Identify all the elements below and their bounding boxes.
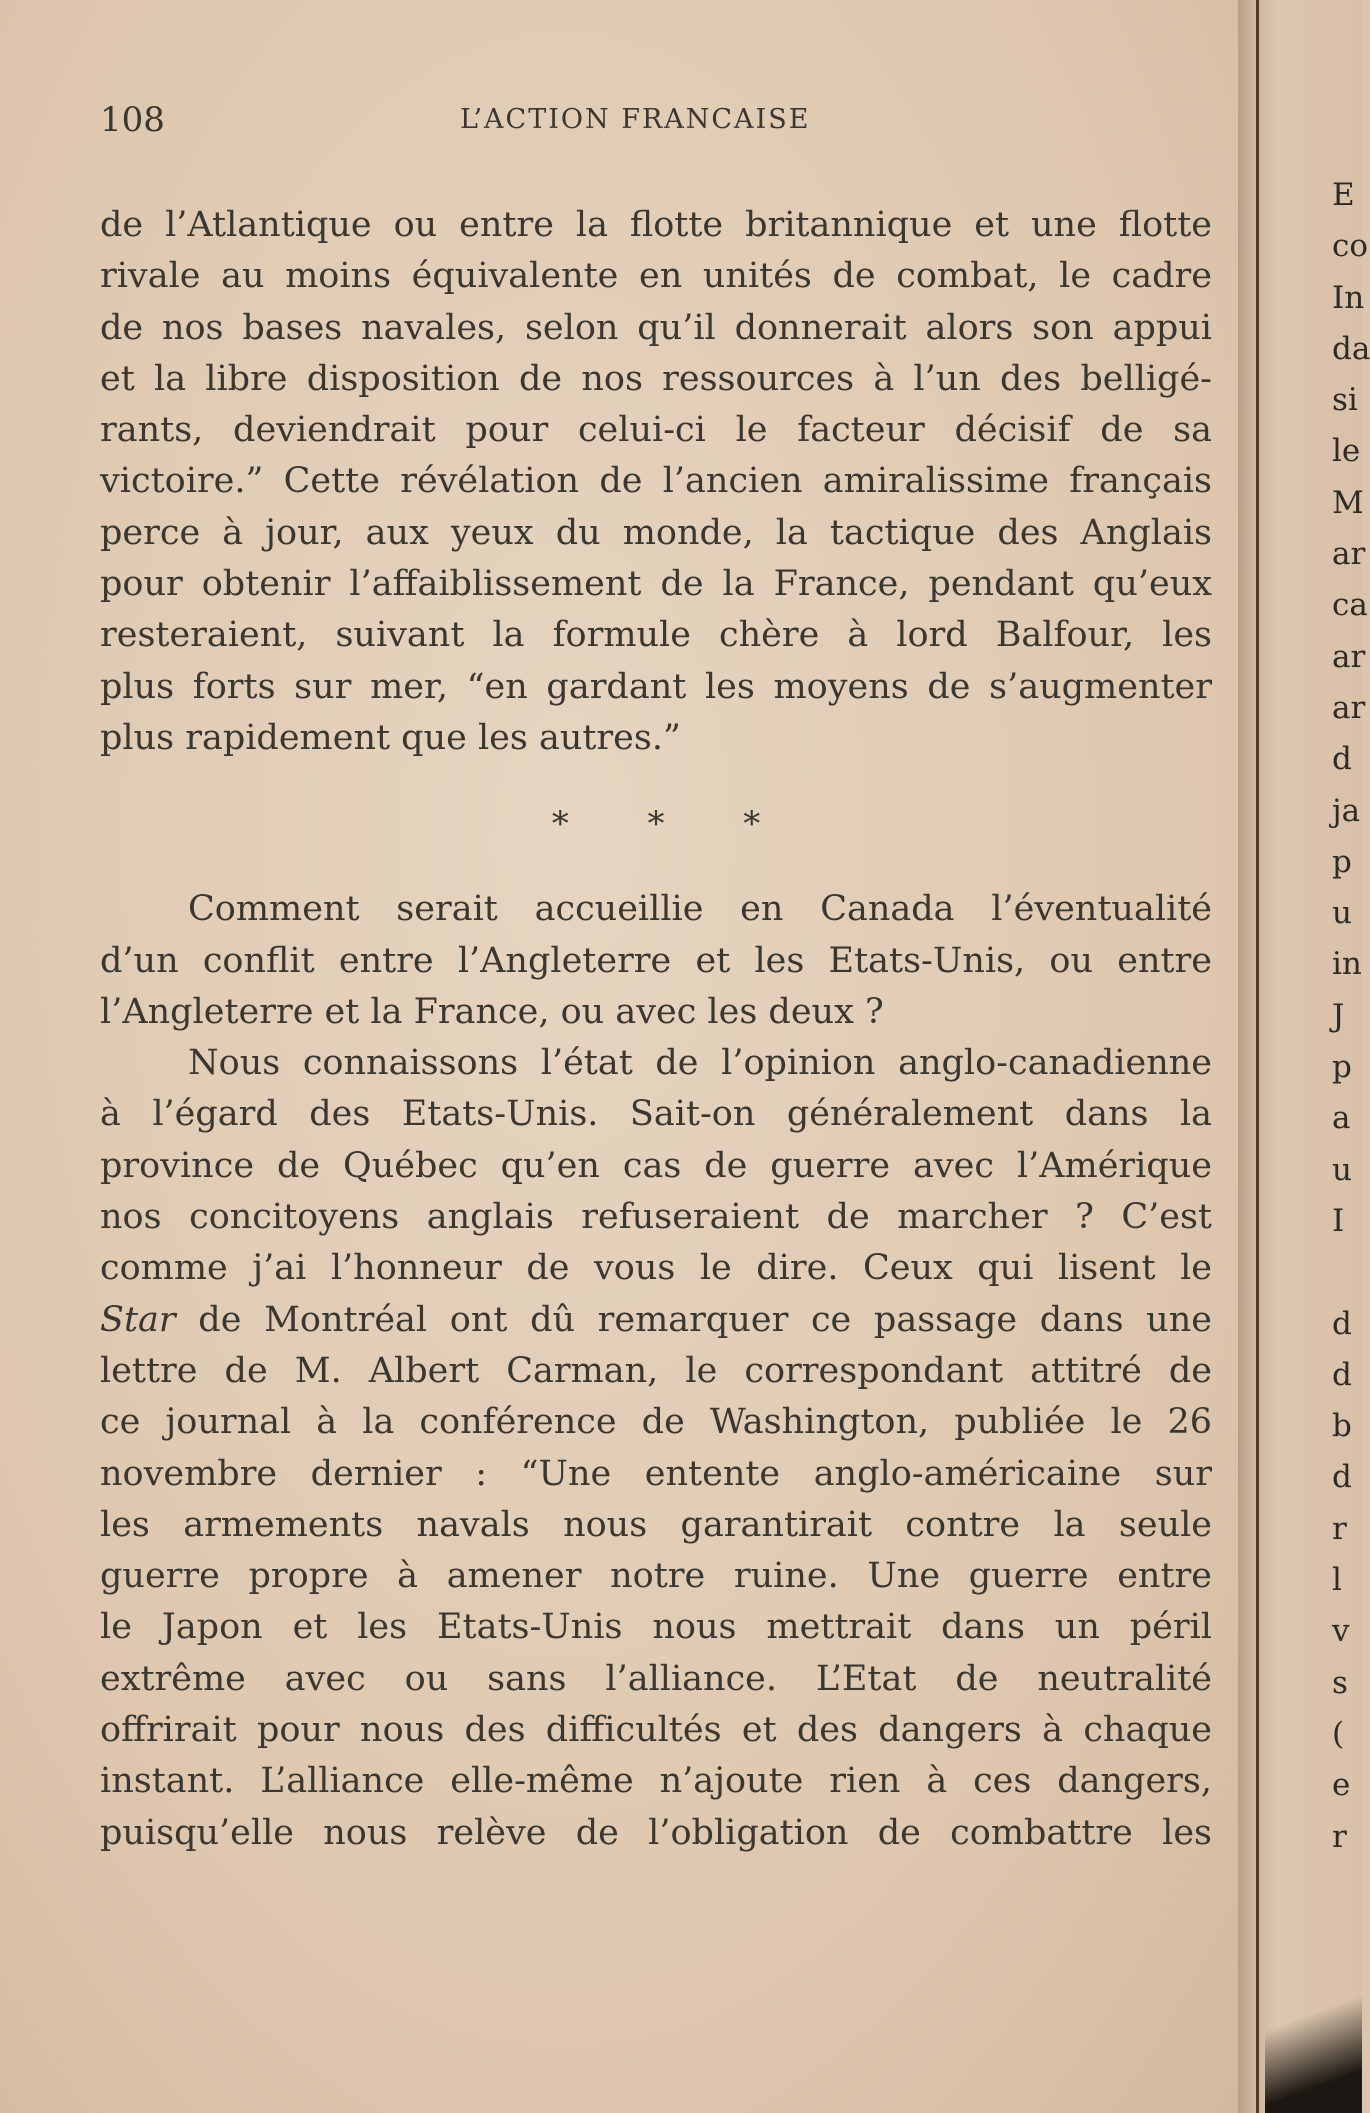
text-line: novembre dernier : “Une entente anglo-américaine sur xyxy=(100,1453,1212,1494)
text-line: Comment serait accueillie en Canada l’éventualité xyxy=(188,889,1212,930)
text-line: pour obtenir l’affaiblissement de la France, pendant qu’eux xyxy=(100,564,1212,605)
facing-page-fragment: ja xyxy=(1332,792,1361,829)
text-line: guerre propre à amener notre ruine. Une guerre entre xyxy=(100,1556,1212,1597)
text-line: d’un conflit entre l’Angleterre et les Etats-Unis, ou entre xyxy=(100,940,1212,981)
facing-page-fragment: p xyxy=(1332,1049,1352,1086)
text-line: ce journal à la conférence de Washington, publiée le 26 xyxy=(100,1402,1212,1443)
facing-page-fragment: si xyxy=(1332,382,1358,419)
paragraph-2 xyxy=(100,884,1212,1038)
facing-page-fragment: d xyxy=(1332,741,1352,778)
facing-page-fragment: co xyxy=(1332,228,1369,265)
text-line: de nos bases navales, selon qu’il donnerait alors son appui xyxy=(100,307,1212,348)
facing-page-fragment: da xyxy=(1332,330,1370,367)
facing-page-fragment: ca xyxy=(1332,587,1368,624)
facing-page-fragment: ( xyxy=(1332,1715,1345,1752)
facing-page-fragment: a xyxy=(1332,1100,1351,1137)
text-line: lettre de M. Albert Carman, le correspondant attitré de xyxy=(100,1350,1212,1391)
text-line: extrême avec ou sans l’alliance. L’Etat de neutralité xyxy=(100,1658,1212,1699)
text-line: rivale au moins équivalente en unités de combat, le cadre xyxy=(100,256,1212,297)
facing-page-fragment: d xyxy=(1332,1459,1352,1496)
facing-page-fragment: in xyxy=(1332,946,1362,983)
text-line: et la libre disposition de nos ressources à l’un des belligé- xyxy=(100,358,1212,399)
binding-shadow xyxy=(1265,1980,1362,2113)
running-title: L’ACTION FRANCAISE xyxy=(460,104,811,135)
text-line: à l’égard des Etats-Unis. Sait-on généralement dans la xyxy=(100,1094,1212,1135)
facing-page-fragment: le xyxy=(1332,433,1361,470)
facing-page-fragment: ar xyxy=(1332,689,1366,726)
text-line: nos concitoyens anglais refuseraient de marcher ? C’est xyxy=(100,1197,1212,1238)
facing-page-fragment: r xyxy=(1332,1510,1347,1547)
text-line: offrirait pour nous des difficultés et des dangers à chaque xyxy=(100,1710,1212,1751)
facing-page-fragment: ar xyxy=(1332,536,1366,573)
text-line: victoire.” Cette révélation de l’ancien amiralissime français xyxy=(100,461,1212,502)
facing-page-fragment: M xyxy=(1332,484,1364,521)
text-line: rants, deviendrait pour celui-ci le facteur décisif de sa xyxy=(100,410,1212,451)
facing-page-fragment: u xyxy=(1332,895,1352,932)
text-line: les armements navals nous garantirait contre la seule xyxy=(100,1504,1212,1545)
paragraph-3 xyxy=(100,1038,1212,1859)
page-header xyxy=(100,100,1215,146)
facing-page-fragment: b xyxy=(1332,1408,1352,1445)
text-line: de l’Atlantique ou entre la flotte britannique et une flotte xyxy=(100,205,1212,245)
facing-page-fragment: ar xyxy=(1332,638,1366,675)
facing-page-fragment: In xyxy=(1332,279,1365,316)
facing-page-fragment: v xyxy=(1332,1613,1350,1650)
text-line: instant. L’alliance elle-même n’ajoute rien à ces dangers, xyxy=(100,1761,1212,1802)
facing-page-fragment: J xyxy=(1332,997,1345,1034)
facing-page-fragment: r xyxy=(1332,1818,1347,1855)
text-line: resteraient, suivant la formule chère à lord Balfour, les xyxy=(100,615,1212,656)
page-number: 108 xyxy=(100,100,165,140)
facing-page-fragment: u xyxy=(1332,1151,1352,1188)
text-line: plus forts sur mer, “en gardant les moyens de s’augmenter xyxy=(100,666,1212,707)
facing-page-fragment: d xyxy=(1332,1356,1352,1393)
facing-page-fragment: e xyxy=(1332,1767,1351,1804)
facing-page-fragment: d xyxy=(1332,1305,1352,1342)
body-text xyxy=(100,200,1212,1859)
text-line xyxy=(100,1295,1212,1346)
text-line: Nous connaissons l’état de l’opinion anglo-canadienne xyxy=(188,1043,1212,1084)
text-line: plus rapidement que les autres.” xyxy=(100,717,681,758)
facing-page-fragment xyxy=(1332,1247,1362,1298)
text-line: le Japon et les Etats-Unis nous mettrait dans un péril xyxy=(100,1607,1212,1648)
text-line: province de Québec qu’en cas de guerre avec l’Amérique xyxy=(100,1145,1212,1186)
facing-page-fragments xyxy=(1332,170,1370,1863)
paragraph-1 xyxy=(100,200,1212,764)
text-line: perce à jour, aux yeux du monde, la tactique des Anglais xyxy=(100,512,1212,553)
text-line-rest: de Montréal ont dû remarquer ce passage dans une xyxy=(198,1299,1212,1340)
facing-page-fragment: s xyxy=(1332,1664,1348,1701)
text-line: puisqu’elle nous relève de l’obligation de combattre les xyxy=(100,1812,1212,1853)
facing-page-fragment: p xyxy=(1332,843,1352,880)
facing-page-fragment: I xyxy=(1332,1202,1345,1239)
facing-page-fragment: E xyxy=(1332,177,1355,213)
facing-page-fragment: l xyxy=(1332,1562,1342,1599)
section-break: * * * xyxy=(551,804,795,845)
italic-title: Star xyxy=(100,1299,176,1340)
page-edge xyxy=(1256,0,1259,2113)
text-line: comme j’ai l’honneur de vous le dire. Ceux qui lisent le xyxy=(100,1248,1212,1289)
text-line: l’Angleterre et la France, ou avec les deux ? xyxy=(100,991,884,1032)
